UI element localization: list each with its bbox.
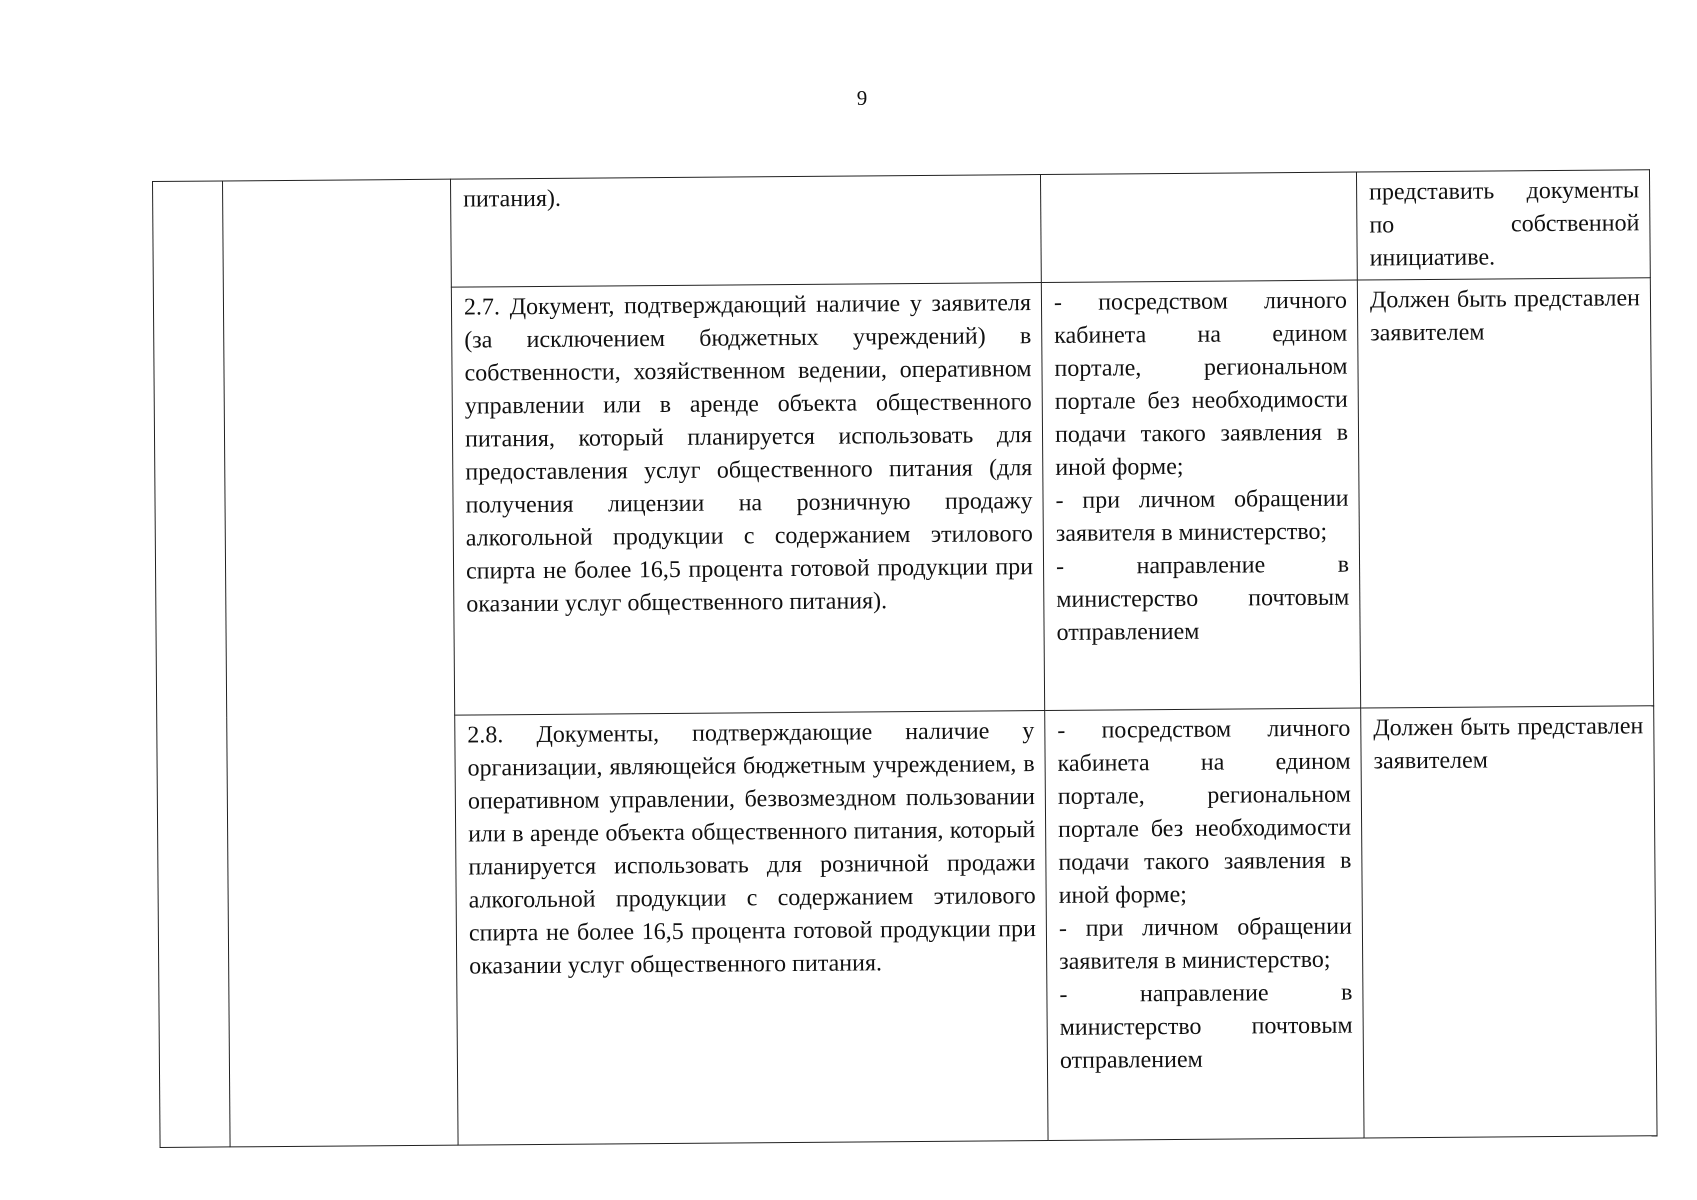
submission-way: - направление в министерство почтовым отправлением (1059, 979, 1353, 1074)
page-number: 9 (856, 86, 868, 110)
submission-ways (1040, 172, 1357, 282)
submission-way: - при личном обращении заявителя в министерство; (1058, 913, 1352, 975)
table-row (153, 170, 1651, 290)
service-cell (223, 179, 459, 1147)
submission-ways (1045, 708, 1364, 1140)
document-description: питания). (450, 175, 1041, 288)
requirements-table (152, 169, 1658, 1148)
submission-ways (1041, 280, 1360, 710)
submission-way: - посредством личного кабинета на едином портале, региональном портале без необходимости подачи такого заявления в иной форме; (1053, 287, 1349, 481)
number-cell (153, 181, 231, 1148)
submission-way: - при личном обращении заявителя в министерство; (1055, 485, 1349, 547)
submission-way: - посредством личного кабинета на едином портале, региональном портале без необходимости подачи такого заявления в иной форме; (1057, 715, 1352, 909)
submission-note: Должен быть представлен заявителем (1361, 706, 1657, 1138)
document-description: 2.7. Документ, подтверждающий наличие у заявителя (за исключением бюджетных учреждений) в собственности, хозяйственном ведении, оперативном управлении или в аренде объекта общественного питания, который планируется использовать для предоставления услуг общественного питания (для получения лицензии на розничную продажу алкогольной продукции с содержанием этилового спирта не более 16,5 процента готовой продукции при оказании услуг общественного питания). (451, 283, 1044, 716)
submission-way: - направление в министерство почтовым отправлением (1055, 551, 1350, 646)
document-description: 2.8. Документы, подтверждающие наличие у организации, являющейся бюджетным учреждением, в оперативном управлении, безвозмездном пользовании или в аренде объекта общественного питания, который планируется использовать для розничной продажи алкогольной продукции с содержанием этилового спирта не более 16,5 процента готовой продукции при оказании услуг общественного питания. (455, 711, 1048, 1146)
submission-note: Должен быть представлен заявителем (1357, 278, 1653, 708)
submission-note: представить документы по собственной инициативе. (1356, 170, 1650, 280)
